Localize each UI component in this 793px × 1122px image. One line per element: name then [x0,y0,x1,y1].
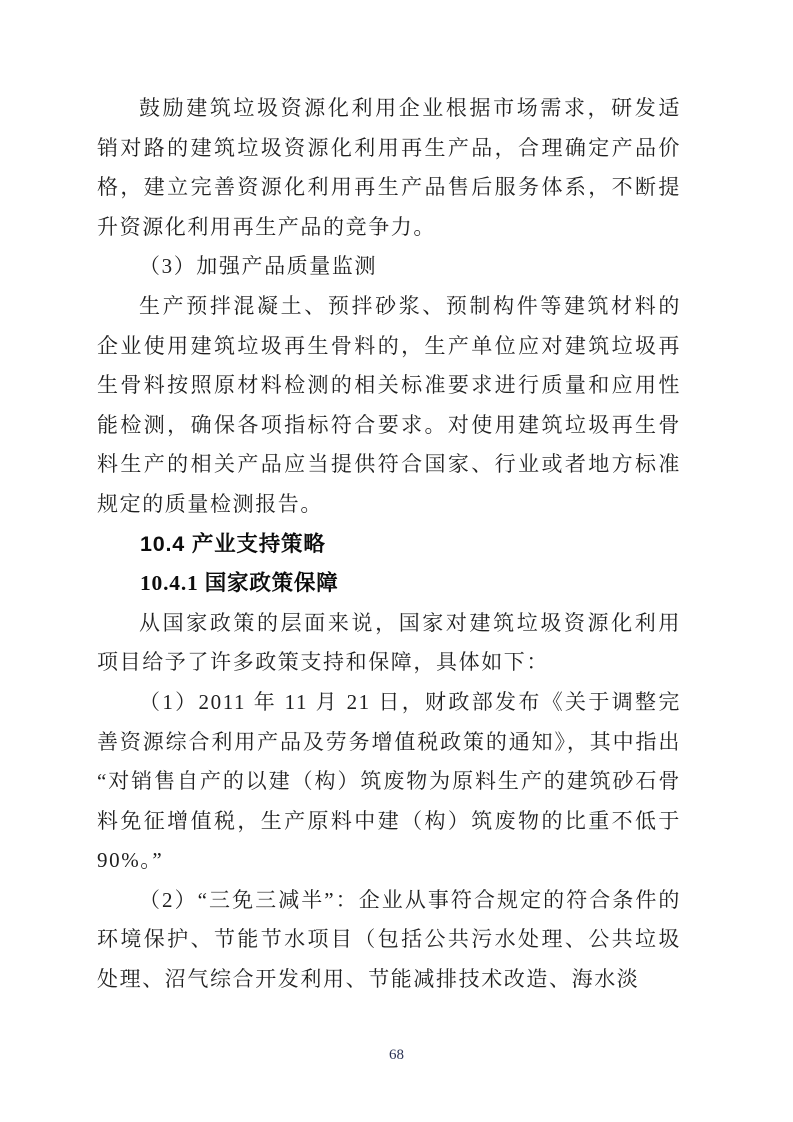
paragraph-quality-testing-requirements: 生产预拌混凝土、预拌砂浆、预制构件等建筑材料的企业使用建筑垃圾再生骨料的，生产单位应对建筑垃圾再生骨料按照原材料检测的相关标准要求进行质量和应用性能检测，确保各项指标符合要求。对使用建筑垃圾再生骨料生产的相关产品应当提供符合国家、行业或者地方标准规定的质量检测报告。 [97,293,681,516]
paragraph-item-3-quality-monitoring: （3）加强产品质量监测 [139,254,378,279]
paragraph-encourage-recycled-products: 鼓励建筑垃圾资源化利用企业根据市场需求，研发适销对路的建筑垃圾资源化利用再生产品，合理确定产品价格，建立完善资源化利用再生产品售后服务体系，不断提升资源化利用再生产品的竞争力。 [97,96,681,239]
page-footer [0,1046,793,1064]
heading-10-4-industry-support-strategy: 10.4 产业支持策略 [140,531,326,556]
paragraph-item-1-vat-exemption-notice: （1）2011 年 11 月 21 日，财政部发布《关于调整完善资源综合利用产品及劳务增值税政策的通知》，其中指出“对销售自产的以建（构）筑废物为原料生产的建筑砂石骨料免征增值税，生产原料中建（构）筑废物的比重不低于 90%。” [97,689,681,873]
page-number: 68 [389,1047,404,1063]
heading-10-4-1-national-policy-guarantee: 10.4.1 国家政策保障 [140,571,339,596]
paragraph-item-2-three-exemptions: （2）“三免三减半”：企业从事符合规定的符合条件的环境保护、节能节水项目（包括公共污水处理、公共垃圾处理、沼气综合开发利用、节能减排技术改造、海水淡 [97,887,681,992]
paragraph-national-policy-intro: 从国家政策的层面来说，国家对建筑垃圾资源化利用项目给予了许多政策支持和保障，具体如下： [97,610,681,675]
document-content [97,89,681,1000]
